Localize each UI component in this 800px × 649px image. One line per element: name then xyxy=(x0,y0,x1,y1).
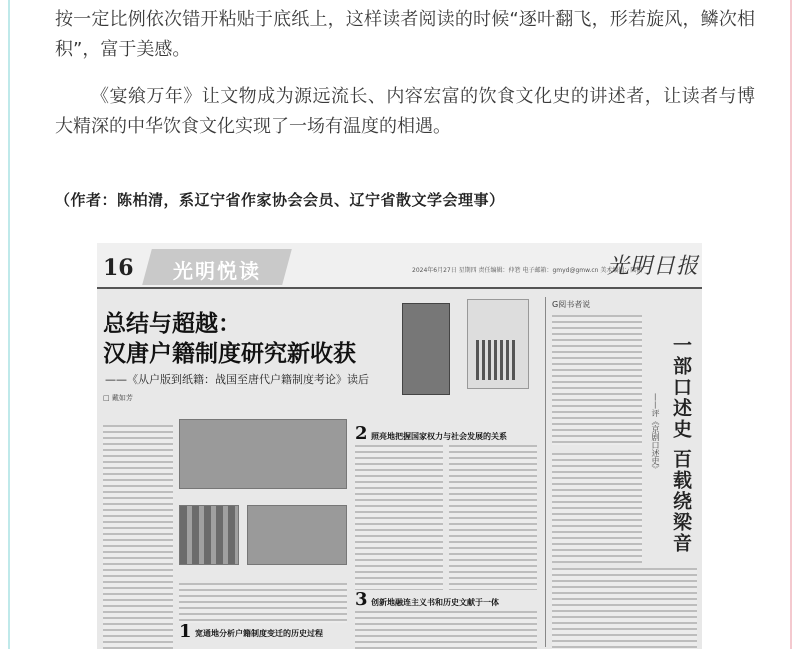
section-number: 1 xyxy=(179,621,192,642)
section-heading: 创新地融连主义书和历史文献于一体 xyxy=(371,598,499,607)
article-body xyxy=(55,0,755,210)
reviewer-name: □ 戴如芳 xyxy=(103,394,133,402)
document-photo xyxy=(247,505,347,565)
newspaper-logo: 光明日报 xyxy=(607,254,700,279)
section-name: 光明悦读 xyxy=(173,259,261,283)
article-paragraph: 按一定比例依次错开粘贴于底纸上，这样读者阅读的时候“逐叶翻飞，形若旋风，鳞次相积”，富于美感。 xyxy=(55,9,755,60)
page-number: 16 xyxy=(103,255,134,281)
vertical-headline: 一部口述史 百载绕梁音 xyxy=(670,335,692,554)
dateline: 2024年6月27日 星期四 责任编辑：仲箬 电子邮箱：gmyd@gmw.cn 美术编辑：陆楣 xyxy=(412,267,643,274)
column-divider xyxy=(545,297,546,647)
book-cover-image xyxy=(467,299,529,389)
section-number: 3 xyxy=(355,589,368,610)
text-column xyxy=(552,568,697,649)
headline-line: 总结与超越： xyxy=(103,310,241,337)
newspaper-subhead: ——《从户版到纸籍：战国至唐代户籍制度考论》读后 xyxy=(105,373,369,386)
newspaper-headline xyxy=(103,309,356,369)
text-column xyxy=(355,611,537,649)
text-column xyxy=(179,583,347,623)
bamboo-slips-photo xyxy=(179,505,239,565)
text-column xyxy=(355,445,443,590)
author-byline: （作者：陈柏清，系辽宁省作家协会会员、辽宁省散文学会理事） xyxy=(55,191,505,209)
article-paragraph: 《宴飨万年》让文物成为源远流长、内容宏富的饮食文化史的讲述者，让读者与博大精深的中华饮食文化实现了一场有温度的相遇。 xyxy=(55,86,755,137)
section-number: 2 xyxy=(355,423,368,444)
newspaper-masthead xyxy=(97,243,702,289)
column-label: G阅书者说 xyxy=(552,300,591,309)
section-heading: 照亮地把握国家权力与社会发展的关系 xyxy=(371,432,507,441)
headline-line: 汉唐户籍制度研究新收获 xyxy=(103,340,356,367)
vertical-subheadline: ——评《京剧口述史》 xyxy=(651,393,660,473)
text-column xyxy=(103,425,173,649)
section-heading: 宽通地分析户籍制度变迁的历史过程 xyxy=(195,629,323,638)
newspaper-clipping-image xyxy=(97,243,702,649)
text-column xyxy=(449,445,537,590)
text-column xyxy=(552,315,642,445)
text-column xyxy=(552,453,642,563)
left-border-line xyxy=(8,0,10,649)
right-border-line xyxy=(790,0,792,649)
manuscript-photo xyxy=(179,419,347,489)
book-cover-image xyxy=(402,303,450,395)
